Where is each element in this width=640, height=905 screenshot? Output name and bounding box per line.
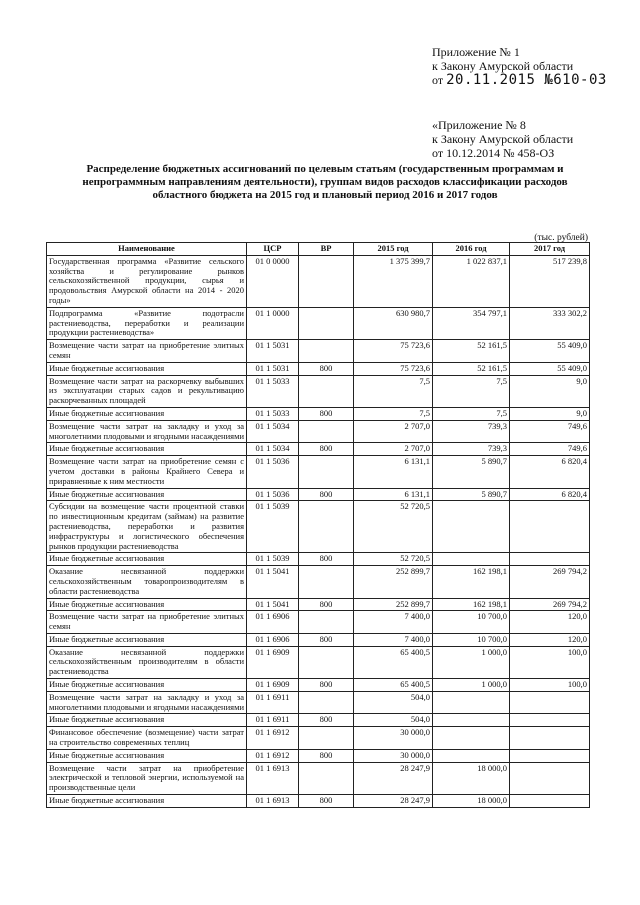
original-appendix-number: «Приложение № 8 (432, 118, 526, 132)
cell-2017: 517 239,8 (510, 255, 590, 307)
cell-2017 (510, 691, 590, 714)
cell-2015: 75 723,6 (354, 340, 433, 363)
cell-2016 (433, 553, 510, 566)
document-title: Распределение бюджетных ассигнований по целевым статьям (государственным программам и непрограммным направлениям деятельности), группам видов расходов классификации расходов областного бюджета на 2015 год и плановый период 2016 и 2017 годов (82, 163, 568, 201)
table-row (47, 420, 590, 443)
table-row (47, 307, 590, 339)
cell-vr (299, 501, 354, 553)
table-row (47, 456, 590, 488)
table-row (47, 749, 590, 762)
cell-2017: 120,0 (510, 633, 590, 646)
col-header-vr: ВР (299, 243, 354, 256)
cell-name: Иные бюджетные ассигнования (47, 443, 247, 456)
cell-csr: 01 1 5036 (247, 456, 299, 488)
cell-2015: 7 400,0 (354, 611, 433, 634)
cell-name: Субсидии на возмещение части процентной ставки по инвестиционным кредитам (займам) на развитие растениеводства, переработки и развития инфраструктуры и логистического обеспечения рынков продукции растениеводства (47, 501, 247, 553)
cell-vr (299, 375, 354, 407)
cell-csr: 01 1 6912 (247, 727, 299, 750)
cell-csr: 01 1 6913 (247, 795, 299, 808)
cell-2015: 1 375 399,7 (354, 255, 433, 307)
cell-csr: 01 1 5039 (247, 553, 299, 566)
table-row (47, 375, 590, 407)
units-label: (тыс. рублей) (534, 233, 588, 243)
cell-csr: 01 1 6909 (247, 679, 299, 692)
cell-vr (299, 340, 354, 363)
cell-2016: 1 000,0 (433, 646, 510, 678)
col-header-2017: 2017 год (510, 243, 590, 256)
cell-vr: 800 (299, 795, 354, 808)
cell-csr: 01 1 5034 (247, 443, 299, 456)
table-header-row (47, 243, 590, 256)
appendix-number: Приложение № 1 (432, 45, 520, 59)
cell-csr: 01 1 5036 (247, 488, 299, 501)
cell-2016 (433, 501, 510, 553)
cell-2015: 28 247,9 (354, 795, 433, 808)
cell-2015: 75 723,6 (354, 362, 433, 375)
cell-csr: 01 1 5039 (247, 501, 299, 553)
appendix-date-line (432, 73, 607, 87)
cell-name: Иные бюджетные ассигнования (47, 488, 247, 501)
cell-vr (299, 727, 354, 750)
cell-name: Возмещение части затрат на приобретение элитных семян (47, 611, 247, 634)
cell-2017: 333 302,2 (510, 307, 590, 339)
cell-2016: 10 700,0 (433, 611, 510, 634)
appendix-header (432, 45, 607, 87)
cell-2016: 7,5 (433, 375, 510, 407)
cell-2016: 5 890,7 (433, 488, 510, 501)
cell-2016: 52 161,5 (433, 362, 510, 375)
table-row (47, 566, 590, 598)
cell-2017: 55 409,0 (510, 362, 590, 375)
cell-csr: 01 0 0000 (247, 255, 299, 307)
cell-2015: 52 720,5 (354, 501, 433, 553)
table-row (47, 633, 590, 646)
cell-2016: 10 700,0 (433, 633, 510, 646)
cell-vr (299, 611, 354, 634)
cell-2015: 7 400,0 (354, 633, 433, 646)
cell-name: Возмещение части затрат на закладку и уход за многолетними плодовыми и ягодными насаждениями (47, 420, 247, 443)
cell-2016: 5 890,7 (433, 456, 510, 488)
cell-2015: 2 707,0 (354, 420, 433, 443)
appendix-law: к Закону Амурской области (432, 59, 574, 73)
original-appendix-header (432, 118, 573, 160)
cell-vr: 800 (299, 362, 354, 375)
cell-csr: 01 1 5041 (247, 598, 299, 611)
date-stamp: 20.11.2015 №610-03 (446, 72, 607, 88)
cell-name: Иные бюджетные ассигнования (47, 598, 247, 611)
cell-name: Иные бюджетные ассигнования (47, 362, 247, 375)
cell-2015: 504,0 (354, 714, 433, 727)
cell-vr (299, 456, 354, 488)
cell-vr: 800 (299, 633, 354, 646)
table-row (47, 727, 590, 750)
cell-csr: 01 1 6913 (247, 762, 299, 794)
cell-2015: 630 980,7 (354, 307, 433, 339)
cell-2015: 65 400,5 (354, 679, 433, 692)
cell-2017: 9,0 (510, 375, 590, 407)
cell-2015: 252 899,7 (354, 566, 433, 598)
cell-vr (299, 307, 354, 339)
original-appendix-law: к Закону Амурской области (432, 132, 574, 146)
cell-2017 (510, 553, 590, 566)
cell-2016: 1 022 837,1 (433, 255, 510, 307)
table-row (47, 340, 590, 363)
table-row (47, 762, 590, 794)
table-row (47, 553, 590, 566)
table-row (47, 679, 590, 692)
cell-csr: 01 1 6909 (247, 646, 299, 678)
cell-name: Возмещение части затрат на приобретение семян с учетом доставки в районы Крайнего Севера и приравненные к ним местности (47, 456, 247, 488)
cell-2016: 1 000,0 (433, 679, 510, 692)
cell-vr (299, 762, 354, 794)
cell-2017: 749,6 (510, 443, 590, 456)
cell-2016: 162 198,1 (433, 566, 510, 598)
cell-2017: 100,0 (510, 679, 590, 692)
original-appendix-date: от 10.12.2014 № 458-ОЗ (432, 146, 555, 160)
cell-2017 (510, 749, 590, 762)
cell-name: Оказание несвязанной поддержки сельскохозяйственным товаропроизводителям в области растениеводства (47, 566, 247, 598)
cell-vr (299, 691, 354, 714)
cell-2017: 6 820,4 (510, 488, 590, 501)
cell-2015: 6 131,1 (354, 488, 433, 501)
cell-2017: 120,0 (510, 611, 590, 634)
table-row (47, 488, 590, 501)
table-row (47, 501, 590, 553)
cell-vr: 800 (299, 407, 354, 420)
cell-2017: 6 820,4 (510, 456, 590, 488)
cell-vr (299, 420, 354, 443)
cell-2016: 18 000,0 (433, 762, 510, 794)
cell-2017 (510, 762, 590, 794)
cell-2017 (510, 714, 590, 727)
cell-vr: 800 (299, 488, 354, 501)
cell-vr: 800 (299, 553, 354, 566)
col-header-2016: 2016 год (433, 243, 510, 256)
table-row (47, 646, 590, 678)
cell-csr: 01 1 5034 (247, 420, 299, 443)
cell-name: Возмещение части затрат на приобретение электрической и тепловой энергии, используемой на производственные цели (47, 762, 247, 794)
cell-2016: 739,3 (433, 420, 510, 443)
cell-2015: 7,5 (354, 407, 433, 420)
cell-2017: 55 409,0 (510, 340, 590, 363)
cell-2015: 28 247,9 (354, 762, 433, 794)
cell-name: Возмещение части затрат на приобретение элитных семян (47, 340, 247, 363)
cell-2015: 6 131,1 (354, 456, 433, 488)
cell-name: Иные бюджетные ассигнования (47, 749, 247, 762)
col-header-name: Наименование (47, 243, 247, 256)
cell-2017: 269 794,2 (510, 598, 590, 611)
cell-name: Иные бюджетные ассигнования (47, 407, 247, 420)
cell-name: Иные бюджетные ассигнования (47, 679, 247, 692)
cell-2015: 504,0 (354, 691, 433, 714)
cell-vr: 800 (299, 598, 354, 611)
cell-2015: 30 000,0 (354, 727, 433, 750)
table-row (47, 598, 590, 611)
cell-vr: 800 (299, 714, 354, 727)
cell-2015: 7,5 (354, 375, 433, 407)
cell-2017: 269 794,2 (510, 566, 590, 598)
table-row (47, 795, 590, 808)
cell-2016: 162 198,1 (433, 598, 510, 611)
cell-2016 (433, 749, 510, 762)
cell-vr (299, 566, 354, 598)
table-row (47, 691, 590, 714)
cell-name: Государственная программа «Развитие сельского хозяйства и регулирование рынков сельскохозяйственной продукции, сырья и продовольствия Амурской области на 2014 - 2020 годы» (47, 255, 247, 307)
cell-vr: 800 (299, 749, 354, 762)
cell-2015: 52 720,5 (354, 553, 433, 566)
table-row (47, 443, 590, 456)
cell-csr: 01 1 6906 (247, 611, 299, 634)
cell-name: Возмещение части затрат на раскорчевку выбывших из эксплуатации старых садов и рекультивацию раскорчеванных площадей (47, 375, 247, 407)
date-prefix: от (432, 73, 444, 87)
cell-name: Оказание несвязанной поддержки сельскохозяйственным производителям в области растениеводства (47, 646, 247, 678)
cell-2017: 9,0 (510, 407, 590, 420)
cell-2016 (433, 691, 510, 714)
cell-name: Иные бюджетные ассигнования (47, 633, 247, 646)
col-header-2015: 2015 год (354, 243, 433, 256)
cell-csr: 01 1 6912 (247, 749, 299, 762)
table-row (47, 362, 590, 375)
cell-name: Иные бюджетные ассигнования (47, 553, 247, 566)
cell-name: Возмещение части затрат на закладку и уход за многолетними плодовыми и ягодными насаждениями (47, 691, 247, 714)
cell-name: Подпрограмма «Развитие подотрасли растениеводства, переработки и реализации продукции растениеводства» (47, 307, 247, 339)
cell-csr: 01 1 5033 (247, 375, 299, 407)
col-header-csr: ЦСР (247, 243, 299, 256)
table-row (47, 407, 590, 420)
budget-table (46, 242, 590, 808)
table-row (47, 611, 590, 634)
cell-2015: 2 707,0 (354, 443, 433, 456)
cell-2016 (433, 727, 510, 750)
cell-vr: 800 (299, 443, 354, 456)
cell-csr: 01 1 5031 (247, 362, 299, 375)
cell-csr: 01 1 5041 (247, 566, 299, 598)
cell-2017: 100,0 (510, 646, 590, 678)
table-row (47, 714, 590, 727)
table-row (47, 255, 590, 307)
cell-csr: 01 1 5033 (247, 407, 299, 420)
cell-name: Финансовое обеспечение (возмещение) части затрат на строительство современных теплиц (47, 727, 247, 750)
cell-csr: 01 1 6911 (247, 714, 299, 727)
cell-csr: 01 1 6911 (247, 691, 299, 714)
cell-vr (299, 646, 354, 678)
cell-vr: 800 (299, 679, 354, 692)
cell-2016: 354 797,1 (433, 307, 510, 339)
cell-csr: 01 1 6906 (247, 633, 299, 646)
cell-2017: 749,6 (510, 420, 590, 443)
cell-2015: 65 400,5 (354, 646, 433, 678)
cell-2016: 52 161,5 (433, 340, 510, 363)
cell-vr (299, 255, 354, 307)
cell-2015: 252 899,7 (354, 598, 433, 611)
cell-2017 (510, 795, 590, 808)
cell-name: Иные бюджетные ассигнования (47, 795, 247, 808)
cell-csr: 01 1 5031 (247, 340, 299, 363)
cell-2016: 7,5 (433, 407, 510, 420)
cell-2016: 739,3 (433, 443, 510, 456)
cell-2017 (510, 501, 590, 553)
cell-2016 (433, 714, 510, 727)
cell-2016: 18 000,0 (433, 795, 510, 808)
cell-2015: 30 000,0 (354, 749, 433, 762)
cell-csr: 01 1 0000 (247, 307, 299, 339)
cell-2017 (510, 727, 590, 750)
cell-name: Иные бюджетные ассигнования (47, 714, 247, 727)
